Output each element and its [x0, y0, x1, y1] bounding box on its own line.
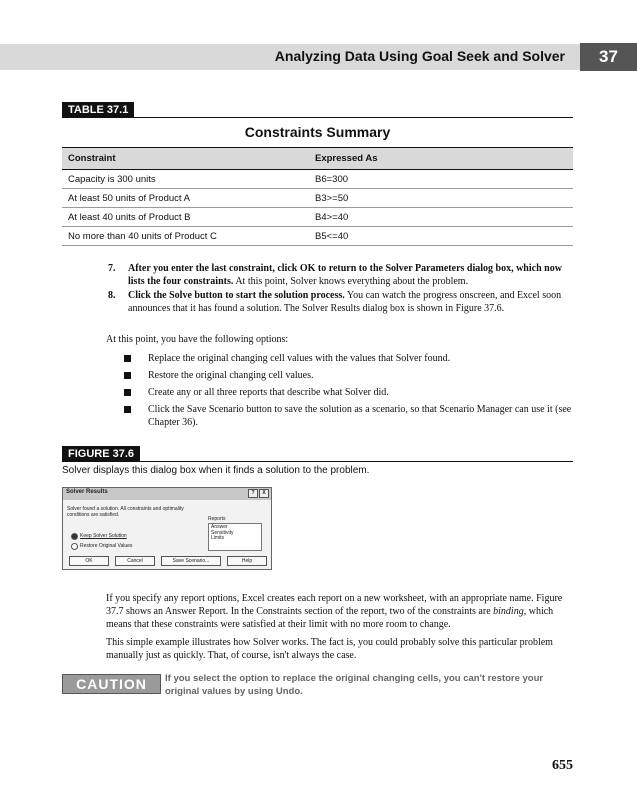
dialog-title: Solver Results	[66, 489, 108, 495]
table-cell: At least 40 units of Product B	[62, 208, 309, 227]
close-icon[interactable]: X	[259, 489, 269, 498]
table-header-expressed-as: Expressed As	[309, 148, 573, 170]
figure-label-rule	[62, 461, 573, 462]
list-item-text: Replace the original changing cell values with the values that Solver found.	[148, 353, 451, 364]
list-item	[148, 352, 572, 365]
table-cell: B4>=40	[309, 208, 573, 227]
table-header-constraint: Constraint	[62, 148, 309, 170]
figure-caption: Solver displays this dialog box when it finds a solution to the problem.	[62, 465, 370, 476]
running-header-title: Analyzing Data Using Goal Seek and Solver	[274, 48, 565, 64]
table-cell: B3>=50	[309, 189, 573, 208]
table-row	[62, 170, 573, 189]
list-item	[148, 369, 572, 382]
list-item[interactable]: Sensitivity	[211, 530, 234, 536]
caution-badge: CAUTION	[62, 674, 161, 694]
list-item[interactable]: Answer	[211, 524, 228, 530]
keep-solution-label[interactable]: Keep Solver Solution	[80, 533, 127, 539]
page-number: 655	[552, 758, 573, 773]
step-bold-text: After you enter the last constraint, click OK to return to the Solver Parameters dialog box, which now lists the four constraints.	[128, 263, 562, 287]
list-item-text: Restore the original changing cell values.	[148, 370, 314, 381]
table-title: Constraints Summary	[244, 124, 391, 140]
table-cell: B5<=40	[309, 227, 573, 246]
step-number: 8.	[108, 290, 116, 301]
figure-label: FIGURE 37.6	[62, 446, 140, 462]
keep-solution-radio[interactable]	[71, 533, 78, 540]
bullet-icon	[124, 372, 131, 379]
bullet-icon	[124, 355, 131, 362]
paragraph-text: , which means that these constraints were satisfied at their limit with no more room to change.	[106, 606, 554, 630]
caution-text: If you select the option to replace the original changing cells, you can't restore your original values by using Undo.	[165, 673, 544, 697]
options-intro: At this point, you have the following options:	[106, 334, 289, 345]
table-row	[62, 208, 573, 227]
list-item-text: Click the Save Scenario button to save the solution as a scenario, so that Scenario Manager can use it (see Chapter 36).	[148, 404, 572, 428]
table-cell: B6=300	[309, 170, 573, 189]
table-cell: Capacity is 300 units	[62, 170, 309, 189]
help-button[interactable]: Help	[227, 556, 267, 566]
table-label-rule	[62, 117, 573, 118]
paragraph-example: This simple example illustrates how Solver works. The fact is, you could probably solve this particular problem manually just as quickly. That, of course, isn't always the case.	[106, 637, 553, 661]
dialog-message: Solver found a solution. All constraints and optimality conditions are satisfied.	[67, 506, 184, 518]
step-number: 7.	[108, 263, 116, 274]
solver-results-dialog	[62, 487, 272, 570]
cancel-button[interactable]: Cancel	[115, 556, 155, 566]
table-row	[62, 189, 573, 208]
step-text: You can watch the progress onscreen, and Excel soon announces that it has found a solution. The Solver Results dialog box is shown in Figure 37.6.	[128, 290, 562, 314]
dialog-titlebar	[63, 488, 271, 500]
reports-listbox[interactable]	[208, 523, 262, 551]
table-cell: At least 50 units of Product A	[62, 189, 309, 208]
table-cell: No more than 40 units of Product C	[62, 227, 309, 246]
bullet-icon	[124, 389, 131, 396]
list-item[interactable]: Limits	[211, 535, 225, 541]
step-text: At this point, Solver knows everything about the problem.	[233, 276, 469, 287]
paragraph-reports	[106, 592, 572, 631]
restore-values-radio[interactable]	[71, 543, 78, 550]
paragraph-text: If you specify any report options, Excel creates each report on a new worksheet, with an appropriate name. Figure 37.7 shows an Answer Report. In the Constraints section of the report, two of the constraints are	[106, 593, 563, 617]
table-row	[62, 227, 573, 246]
bullet-icon	[124, 406, 131, 413]
list-item	[148, 403, 572, 429]
restore-values-label[interactable]: Restore Original Values	[80, 543, 133, 549]
save-scenario-button[interactable]: Save Scenario...	[161, 556, 221, 566]
list-item	[148, 386, 572, 399]
step-8	[108, 289, 572, 315]
table-label: TABLE 37.1	[62, 102, 134, 118]
chapter-number-tab: 37	[580, 43, 637, 71]
paragraph-emphasis: binding	[493, 606, 524, 617]
ok-button[interactable]: OK	[69, 556, 109, 566]
help-icon[interactable]: ?	[248, 489, 258, 498]
constraints-table	[62, 147, 573, 246]
step-7	[108, 262, 572, 288]
step-bold-text: Click the Solve button to start the solution process.	[128, 290, 345, 301]
reports-label: Reports	[208, 516, 226, 522]
list-item-text: Create any or all three reports that describe what Solver did.	[148, 387, 389, 398]
